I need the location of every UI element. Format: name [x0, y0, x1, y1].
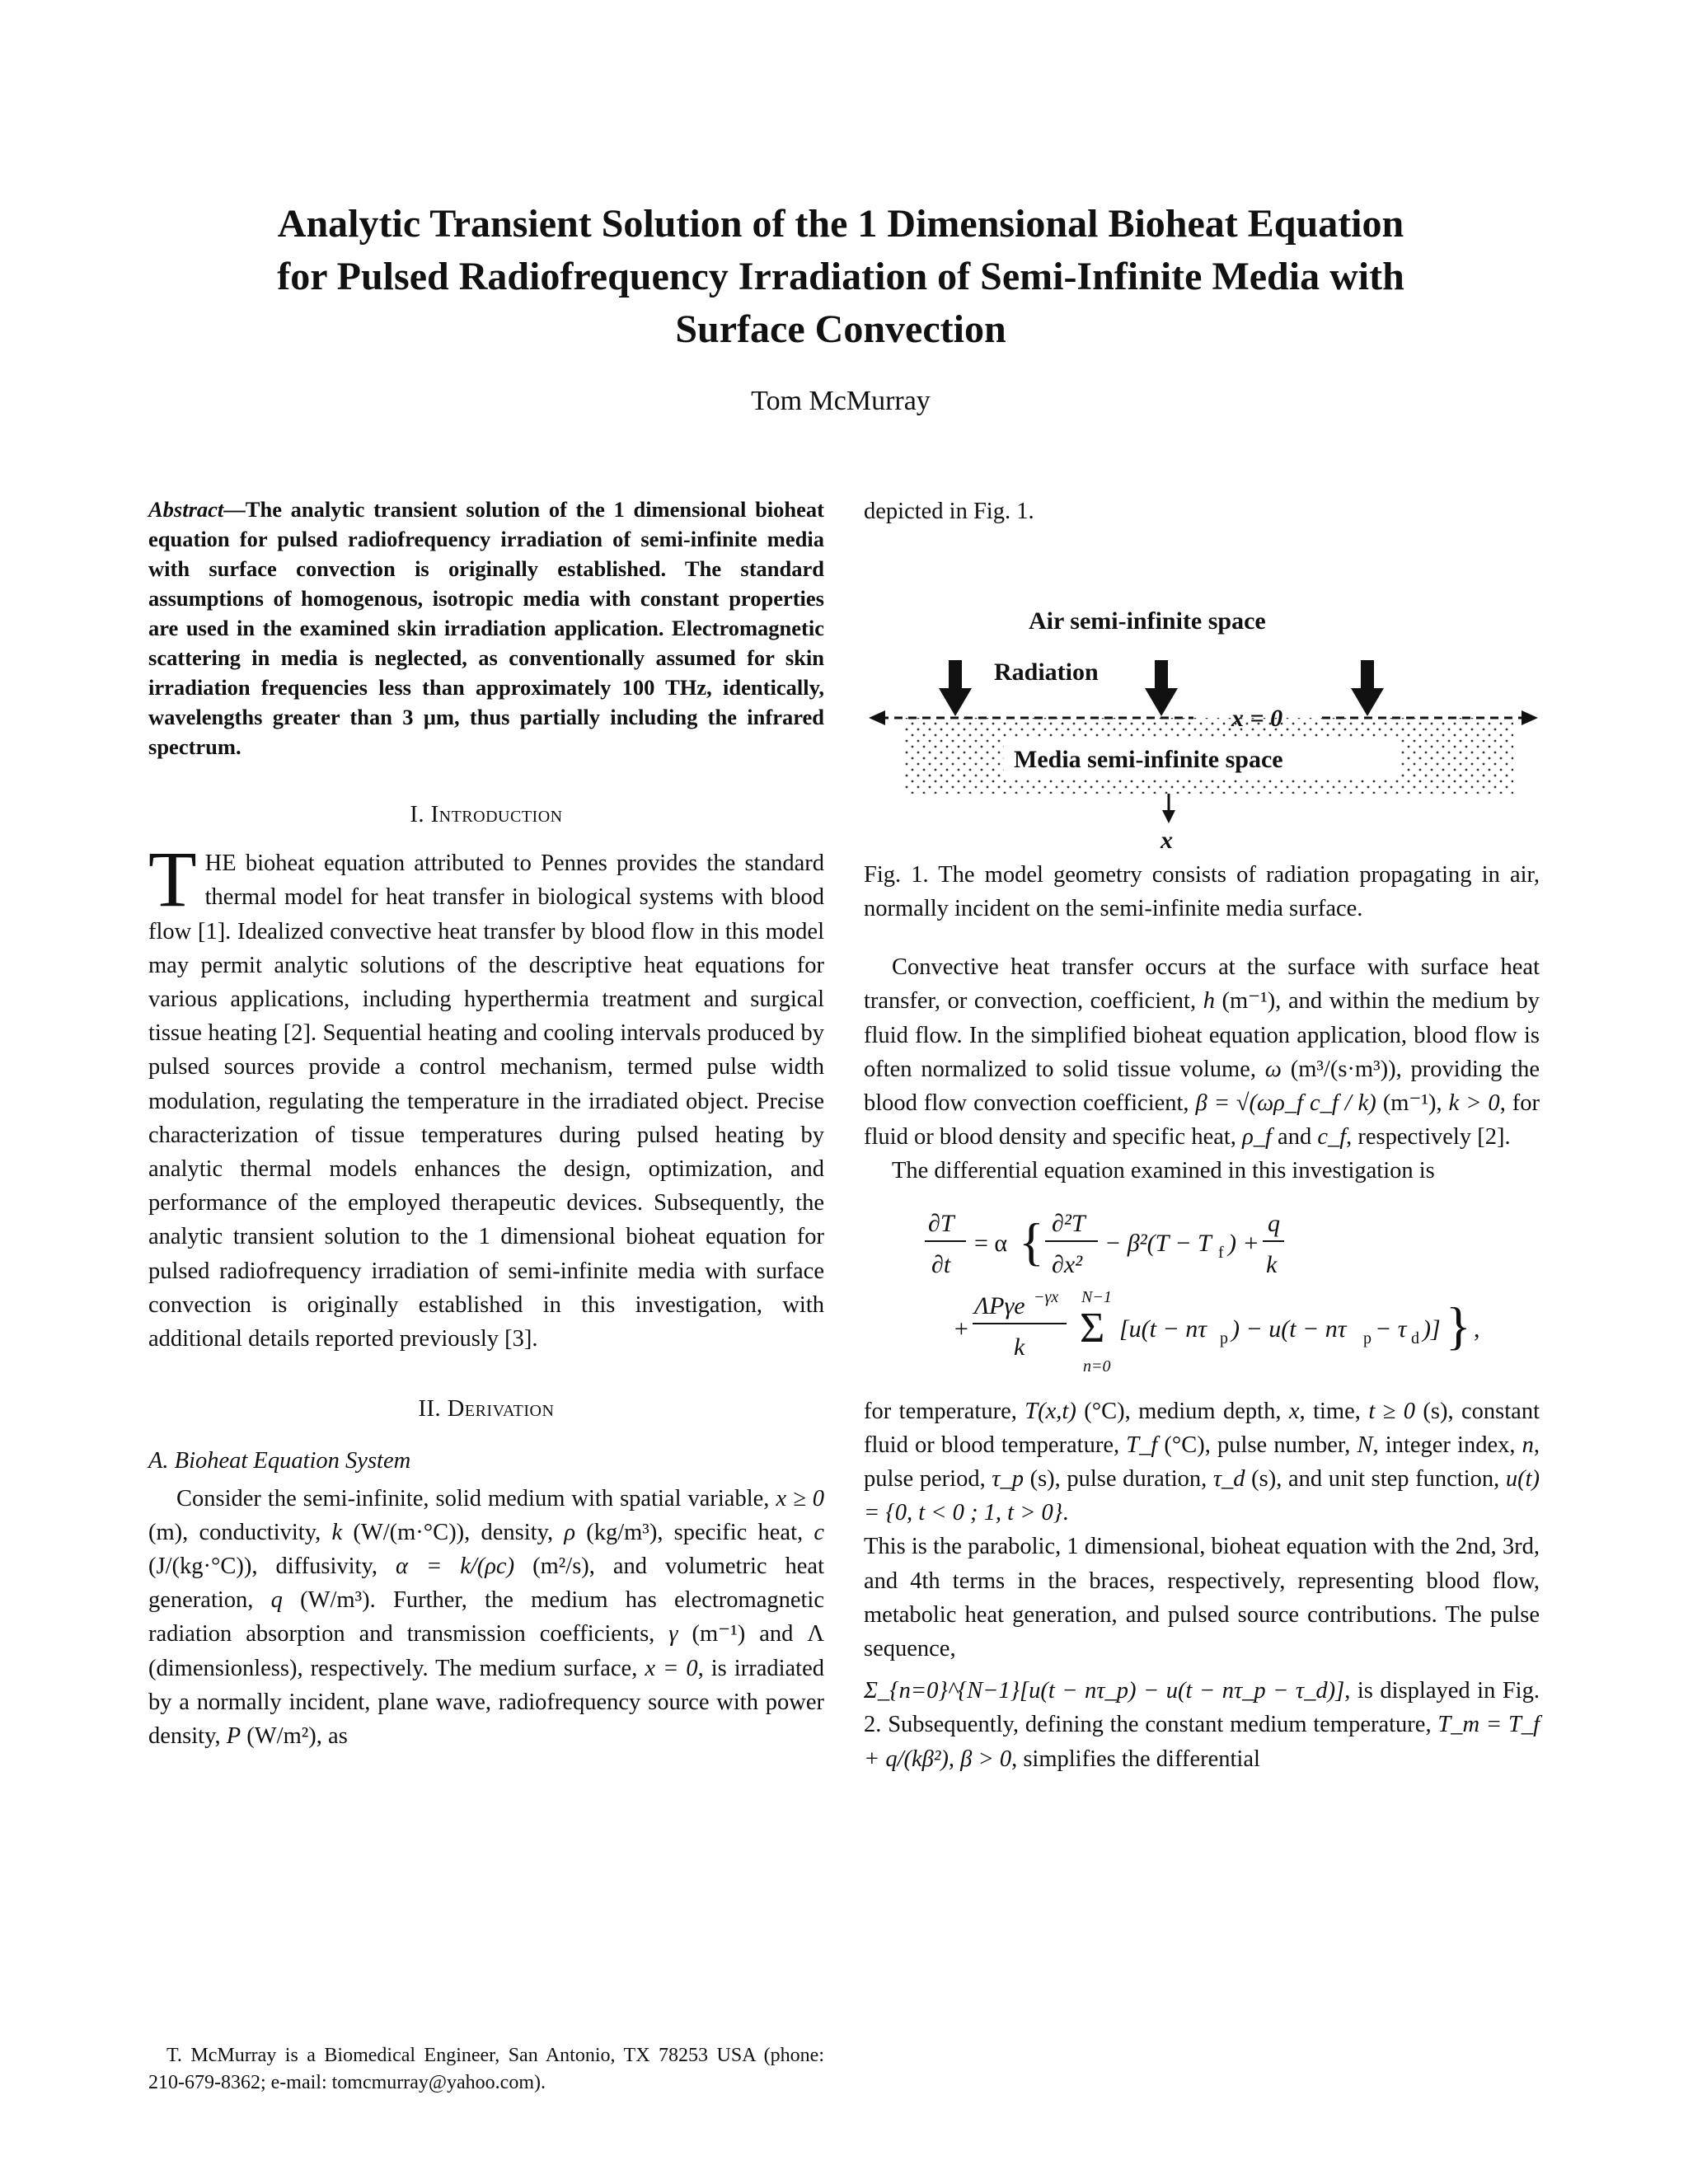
- right-arrowhead: [1522, 710, 1538, 725]
- svg-text:−γx: −γx: [1034, 1287, 1059, 1306]
- text-run: (°C), pulse number,: [1157, 1432, 1357, 1458]
- math-inline: n: [1522, 1432, 1534, 1458]
- svg-text:) − u(t − nτ: ) − u(t − nτ: [1231, 1315, 1347, 1343]
- math-inline: x: [1288, 1398, 1300, 1424]
- text-run: , for fluid or blood density and specific heat,: [864, 1090, 1540, 1151]
- text-run: , pulse period,: [864, 1432, 1540, 1493]
- left-arrowhead: [869, 710, 885, 725]
- svg-text:k: k: [1014, 1333, 1025, 1361]
- author: Tom McMurray: [751, 386, 931, 416]
- math-inline: q: [270, 1587, 283, 1614]
- math-inline: N: [1357, 1432, 1373, 1458]
- section-heading-derivation: [148, 1392, 824, 1426]
- text-run: (m⁻¹),: [1376, 1090, 1449, 1117]
- text-run: , simplifies the differential: [1011, 1746, 1260, 1772]
- math-inline: c: [814, 1519, 824, 1545]
- text-run: , time,: [1299, 1398, 1369, 1424]
- text-run: (m³/(s·m³)), providing the blood flow convection coefficient,: [864, 1056, 1540, 1117]
- math-inline: T_f: [1126, 1432, 1158, 1458]
- pulse-sequence-paragraph: [864, 1674, 1540, 1776]
- svg-text:f: f: [1218, 1243, 1224, 1262]
- parabolic-paragraph: This is the parabolic, 1 dimensional, bioheat equation with the 2nd, 3rd, and 4th terms in the braces, respectively, representing blood flow, metabolic heat generation, and pulsed source contributions. The pulse sequence,: [864, 1534, 1540, 1662]
- math-inline: ρ: [564, 1519, 576, 1545]
- math-inline: x = 0: [645, 1655, 698, 1681]
- math-inline: τ_d: [1212, 1466, 1245, 1493]
- section-heading-introduction: [148, 798, 824, 832]
- equation-intro: The differential equation examined in this investigation is: [892, 1158, 1435, 1184]
- math-inline: ρ_f: [1242, 1124, 1272, 1151]
- svg-text:p: p: [1363, 1329, 1372, 1347]
- air-label: Air semi-infinite space: [1029, 607, 1266, 635]
- subsection-heading: A. Bioheat Equation System: [148, 1448, 411, 1474]
- text-run: .: [1062, 1500, 1069, 1526]
- text-run: (J/(kg·°C)), diffusivity,: [148, 1554, 396, 1580]
- section-number: I.: [410, 802, 425, 827]
- svg-text:∂t: ∂t: [931, 1250, 951, 1278]
- math-inline: u(t) = {0, t < 0 ; 1, t > 0}: [864, 1466, 1540, 1526]
- text-run: (°C), medium depth,: [1076, 1398, 1289, 1424]
- pulse-sequence-expression: Σ_{n=0}^{N−1}[u(t − nτ_p) − u(t − nτ_p − τ_d)]: [864, 1678, 1345, 1704]
- svg-text:q: q: [1268, 1209, 1280, 1237]
- svg-text:∂T: ∂T: [928, 1209, 954, 1237]
- abstract-text: —The analytic transient solution of the 1 dimensional bioheat equation for pulsed radiofrequency irradiation of semi-infinite media with surface convection is originally established. The standard assumptions of homogenous, isotropic media with constant properties are used in the examined skin irradiation application. Electromagnetic scattering in media is neglected, as conventionally assumed for skin irradiation frequencies less than approximately 100 THz, identically, wavelengths greater than 3 μm, thus partially including the infrared spectrum.: [148, 497, 824, 759]
- right-column: [864, 494, 1540, 1784]
- text-run: , integer index,: [1372, 1432, 1522, 1458]
- text-run: (kg/m³), specific heat,: [575, 1519, 814, 1545]
- math-inline: α = k/(ρc): [396, 1554, 515, 1580]
- figure-1: [864, 537, 1540, 855]
- math-inline: x ≥ 0: [776, 1485, 824, 1511]
- radiation-arrow-3: [1351, 660, 1384, 716]
- math-inline: c_f: [1317, 1124, 1347, 1151]
- footnote-text: T. McMurray is a Biomedical Engineer, San Antonio, TX 78253 USA (phone: 210-679-8362; e-mail: tomcmurray@yahoo.com).: [148, 2045, 824, 2093]
- svg-text:ΛPγe: ΛPγe: [974, 1291, 1025, 1319]
- text-run: (s), and unit step function,: [1245, 1466, 1506, 1493]
- svg-text:= α: = α: [974, 1229, 1008, 1257]
- paper-title: [148, 198, 1533, 356]
- math-inline: k: [331, 1519, 343, 1545]
- title-line-3: Surface Convection: [675, 307, 1006, 351]
- title-line-1: Analytic Transient Solution of the 1 Dimensional Bioheat Equation: [277, 202, 1404, 246]
- svg-text:k: k: [1266, 1250, 1278, 1278]
- depth-arrowhead: [1162, 810, 1175, 823]
- bioheat-equation: [864, 1198, 1540, 1388]
- depth-label: x: [1160, 827, 1173, 855]
- svg-text:− β²(T − T: − β²(T − T: [1104, 1229, 1212, 1257]
- text-run: for temperature,: [864, 1398, 1025, 1424]
- text-run: Convective heat transfer occurs at the surface with surface heat transfer, or convection, coefficient,: [864, 954, 1540, 1015]
- text-run: (m⁻¹) and Λ (dimensionless), respectively. The medium surface,: [148, 1621, 824, 1681]
- drop-cap: T: [148, 835, 197, 924]
- convection-paragraph: [864, 950, 1540, 1154]
- math-inline: h: [1203, 988, 1215, 1015]
- media-label: Media semi-infinite space: [1014, 746, 1283, 774]
- text-run: (s), constant fluid or blood temperature,: [864, 1398, 1540, 1458]
- math-inline: P: [226, 1723, 241, 1750]
- math-inline: τ_p: [992, 1466, 1024, 1493]
- equation-drawing: [864, 1198, 1540, 1388]
- math-inline: t ≥ 0: [1368, 1398, 1415, 1424]
- text-run: (s), pulse duration,: [1024, 1466, 1213, 1493]
- text-run: (m²/s), and volumetric heat generation,: [148, 1554, 824, 1614]
- radiation-label: Radiation: [994, 658, 1099, 687]
- text-run: Subsequently, defining the constant medium temperature,: [888, 1712, 1432, 1738]
- svg-text:p: p: [1220, 1329, 1228, 1347]
- figure-1-drawing: [864, 537, 1540, 850]
- radiation-arrow-2: [1145, 660, 1178, 716]
- svg-text:d: d: [1411, 1329, 1419, 1347]
- svg-text:}: }: [1446, 1296, 1471, 1355]
- text-run: (W/m³). Further, the medium has electromagnetic radiation absorption and transmission coefficients,: [148, 1587, 824, 1647]
- svg-text:,: ,: [1474, 1315, 1480, 1343]
- svg-text:n=0: n=0: [1083, 1357, 1111, 1376]
- svg-text:N−1: N−1: [1081, 1287, 1112, 1306]
- intro-text: HE bioheat equation attributed to Pennes provides the standard thermal model for heat transfer in biological systems with blood flow [1]. Idealized convective heat transfer by blood flow in this model may permit analytic solutions of the descriptive heat equations for various applications, including hyperthermia treatment and surgical tissue heating [2]. Sequential heating and cooling intervals produced by pulsed sources provide a control mechanism, termed pulse width modulation, regulating the temperature in the irradiated object. Precise characterization of tissue temperatures during pulsed heating by analytic thermal models enhances the design, optimization, and performance of the employed therapeutic devices. Subsequently, the analytic transient solution to the 1 dimensional bioheat equation for pulsed radiofrequency irradiation of semi-infinite media with surface convection is originally established in this investigation, with additional details reported previously [3].: [148, 851, 824, 1352]
- section-title: Derivation: [447, 1396, 555, 1422]
- math-inline: β = √(ωρ_f c_f / k): [1195, 1090, 1376, 1117]
- svg-text:∂x²: ∂x²: [1052, 1250, 1083, 1278]
- abstract-label: Abstract: [148, 497, 224, 522]
- text-run: and: [1271, 1124, 1318, 1151]
- svg-text:Σ: Σ: [1080, 1304, 1105, 1352]
- text-run: (W/m²), as: [241, 1723, 348, 1750]
- svg-text:− τ: − τ: [1375, 1315, 1407, 1343]
- footnote: [148, 2042, 824, 2097]
- abstract: [148, 494, 824, 762]
- intro-paragraph: [148, 835, 824, 1356]
- section-title: Introduction: [430, 802, 563, 827]
- derivation-paragraph: [148, 1482, 824, 1754]
- math-inline: T(x,t): [1025, 1398, 1076, 1424]
- section-number: II.: [418, 1396, 442, 1422]
- svg-text:) +: ) +: [1228, 1229, 1259, 1257]
- svg-text:[u(t − nτ: [u(t − nτ: [1119, 1315, 1207, 1343]
- surface-label: x = 0: [1231, 705, 1283, 733]
- text-run: Consider the semi-infinite, solid medium with spatial variable,: [176, 1485, 776, 1511]
- svg-text:)]: )]: [1423, 1315, 1441, 1343]
- text-run: (W/(m·°C)), density,: [342, 1519, 565, 1545]
- math-inline: k > 0: [1448, 1090, 1500, 1117]
- title-line-2: for Pulsed Radiofrequency Irradiation of Semi-Infinite Media with: [277, 255, 1404, 298]
- math-inline: ω: [1264, 1056, 1282, 1082]
- radiation-arrow-1: [939, 660, 972, 716]
- math-inline: T_m = T_f + q/(kβ²), β > 0: [864, 1712, 1540, 1772]
- variable-definitions: [864, 1394, 1540, 1530]
- svg-text:{: {: [1019, 1212, 1044, 1271]
- text-run: , is displayed in Fig. 2.: [864, 1678, 1540, 1738]
- left-column: [148, 494, 824, 1753]
- svg-text:+: +: [953, 1315, 970, 1343]
- text-run: , is irradiated by a normally incident, plane wave, radiofrequency source with power density,: [148, 1655, 824, 1750]
- text-run: (m⁻¹), and within the medium by fluid flow. In the simplified bioheat equation application, blood flow is often normalized to solid tissue volume,: [864, 988, 1540, 1082]
- figure-1-caption: Fig. 1. The model geometry consists of radiation propagating in air, normally incident on the semi-infinite media surface.: [864, 862, 1540, 922]
- math-inline: γ: [668, 1621, 678, 1647]
- text-run: , respectively [2].: [1346, 1124, 1511, 1151]
- svg-text:∂²T: ∂²T: [1052, 1209, 1085, 1237]
- text-run: (m), conductivity,: [148, 1519, 332, 1545]
- continuation-text: depicted in Fig. 1.: [864, 499, 1034, 524]
